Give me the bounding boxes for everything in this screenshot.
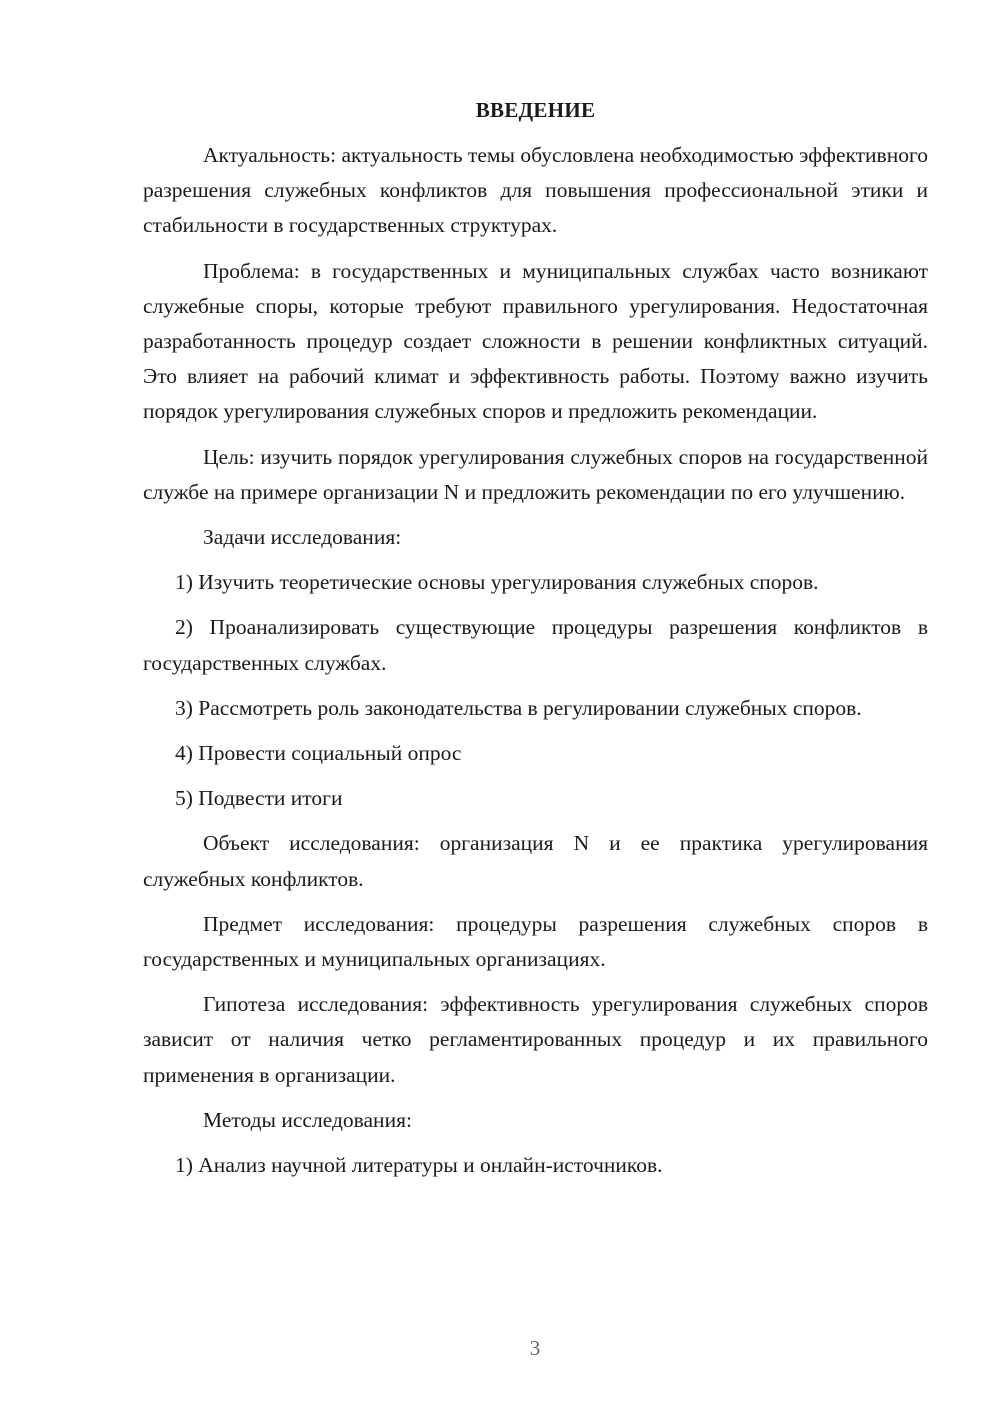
paragraph-relevance: Актуальность: актуальность темы обусловлена необходимостью эффективного разрешения служебных конфликтов для повышения профессиональной этики и стабильности в государственных структурах.	[143, 143, 928, 238]
section-title: ВВЕДЕНИЕ	[475, 98, 596, 122]
task-item-4: 4) Провести социальный опрос	[175, 741, 462, 766]
paragraph-object: Объект исследования: организация N и ее практика урегулирования служебных конфликтов.	[143, 831, 928, 891]
document-page	[143, 95, 928, 1183]
paragraph-hypothesis: Гипотеза исследования: эффективность урегулирования служебных споров зависит от наличия четко регламентированных процедур и их правильного применения в организации.	[143, 992, 928, 1087]
paragraph-goal: Цель: изучить порядок урегулирования служебных споров на государственной службе на примере организации N и предложить рекомендации по его улучшению.	[143, 444, 928, 504]
page-number: 3	[529, 1336, 541, 1360]
task-item-2: 2) Проанализировать существующие процедуры разрешения конфликтов в государственных службах.	[143, 615, 928, 675]
task-item-5: 5) Подвести итоги	[175, 786, 343, 811]
paragraph-tasks-heading: Задачи исследования:	[203, 525, 402, 550]
paragraph-problem: Проблема: в государственных и муниципальных службах часто возникают служебные споры, которые требуют правильного урегулирования. Недостаточная разработанность процедур создает сложности в решении конфликтных ситуаций. Это влияет на рабочий климат и эффективность работы. Поэтому важно изучить порядок урегулирования служебных споров и предложить рекомендации.	[143, 258, 928, 424]
task-item-3: 3) Рассмотреть роль законодательства в регулировании служебных споров.	[175, 695, 862, 720]
paragraph-methods-heading: Методы исследования:	[203, 1107, 412, 1132]
method-item-1: 1) Анализ научной литературы и онлайн-источников.	[175, 1153, 663, 1178]
paragraph-subject: Предмет исследования: процедуры разрешения служебных споров в государственных и муниципальных организациях.	[143, 911, 928, 972]
task-item-1: 1) Изучить теоретические основы урегулирования служебных споров.	[175, 570, 819, 595]
